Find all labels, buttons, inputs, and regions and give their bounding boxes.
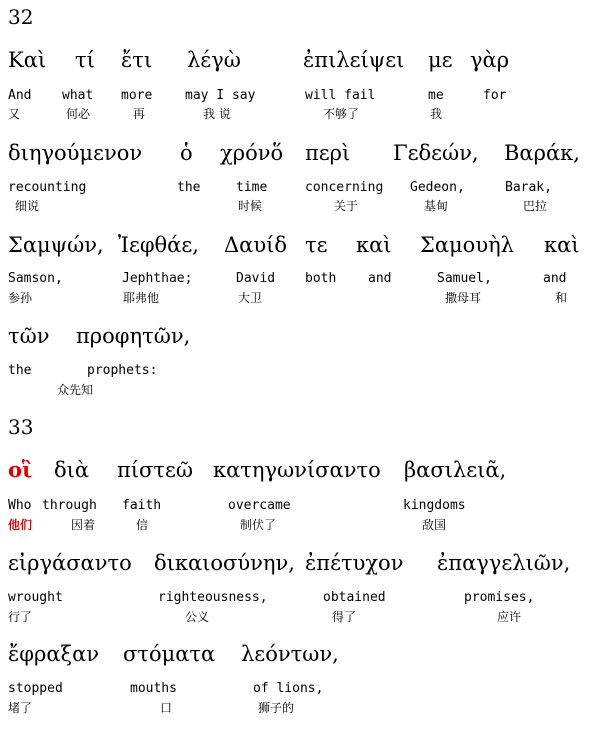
english-gloss: Jephthae; bbox=[122, 271, 193, 286]
verse-number: 32 bbox=[8, 5, 34, 29]
chinese-gloss: 公义 bbox=[185, 610, 210, 624]
greek-word: δικαιοσύνην, bbox=[154, 551, 295, 575]
chinese-gloss: 口 bbox=[160, 701, 173, 715]
chinese-gloss: 和 bbox=[555, 291, 568, 305]
greek-word: καὶ bbox=[356, 233, 392, 257]
english-gloss: concerning bbox=[305, 180, 384, 195]
english-gloss: kingdoms bbox=[403, 498, 466, 513]
chinese-gloss: 众先知 bbox=[57, 383, 94, 397]
english-gloss: David bbox=[236, 271, 276, 286]
english-gloss: for bbox=[483, 88, 507, 103]
chinese-gloss: 敌国 bbox=[422, 518, 447, 532]
english-gloss: what bbox=[62, 88, 94, 103]
greek-word: Βαράκ, bbox=[504, 141, 580, 165]
greek-word: διηγούμενον bbox=[8, 141, 143, 165]
chinese-gloss: 行了 bbox=[8, 610, 33, 624]
greek-word: Σαμψών, bbox=[8, 233, 104, 257]
english-gloss: righteousness, bbox=[158, 590, 268, 605]
chinese-gloss: 狮子的 bbox=[258, 701, 295, 715]
english-gloss: Gedeon, bbox=[410, 180, 465, 195]
greek-word: χρόνὅ bbox=[220, 141, 284, 165]
verse-number: 33 bbox=[8, 415, 34, 439]
english-gloss: through bbox=[42, 498, 97, 513]
greek-word: καὶ bbox=[544, 233, 580, 257]
english-gloss: overcame bbox=[228, 498, 291, 513]
greek-word: λέγὼ bbox=[187, 48, 241, 72]
greek-word: γὰρ bbox=[470, 48, 510, 72]
chinese-gloss-highlight: 他们 bbox=[8, 518, 33, 532]
greek-word: ἐπιλείψει bbox=[303, 48, 405, 72]
chinese-gloss: 我 bbox=[430, 107, 443, 121]
chinese-gloss: 不够了 bbox=[323, 107, 360, 121]
english-gloss: and bbox=[368, 271, 392, 286]
english-gloss: Barak, bbox=[505, 180, 552, 195]
chinese-gloss: 应许 bbox=[497, 610, 522, 624]
greek-word: ἔφραξαν bbox=[8, 642, 100, 666]
english-gloss: faith bbox=[122, 498, 162, 513]
english-gloss: Who bbox=[8, 498, 32, 513]
english-gloss: the bbox=[8, 363, 32, 378]
greek-word: εἰργάσαντο bbox=[8, 551, 132, 575]
greek-word: πίστεῶ bbox=[117, 458, 193, 482]
greek-word: λεόντων, bbox=[241, 642, 339, 666]
greek-word-highlight: οἳ bbox=[8, 457, 33, 482]
english-gloss: of lions, bbox=[253, 681, 324, 696]
english-gloss: more bbox=[121, 88, 153, 103]
greek-word: βασιλειᾶ, bbox=[404, 458, 507, 482]
english-gloss: time bbox=[236, 180, 268, 195]
chinese-gloss: 又 bbox=[8, 107, 21, 121]
english-gloss: will fail bbox=[305, 88, 376, 103]
chinese-gloss: 撒母耳 bbox=[445, 291, 482, 305]
english-gloss: me bbox=[428, 88, 444, 103]
greek-word: προφητῶν, bbox=[76, 324, 191, 348]
chinese-gloss: 基甸 bbox=[424, 199, 449, 213]
greek-word: τε bbox=[305, 233, 328, 257]
english-gloss: promises, bbox=[464, 590, 535, 605]
greek-word: κατηγωνίσαντο bbox=[213, 458, 381, 482]
chinese-gloss: 我 说 bbox=[203, 107, 231, 121]
greek-word: Δαυίδ bbox=[224, 233, 287, 257]
greek-word: διὰ bbox=[54, 458, 90, 482]
chinese-gloss: 耶弗他 bbox=[123, 291, 160, 305]
chinese-gloss: 再 bbox=[133, 107, 146, 121]
english-gloss: may I say bbox=[185, 88, 256, 103]
english-gloss: wrought bbox=[8, 590, 63, 605]
chinese-gloss: 得了 bbox=[332, 610, 357, 624]
chinese-gloss: 大卫 bbox=[238, 291, 263, 305]
english-gloss: recounting bbox=[8, 180, 87, 195]
chinese-gloss: 何必 bbox=[66, 107, 91, 121]
chinese-gloss: 因着 bbox=[71, 518, 96, 532]
english-gloss: mouths bbox=[130, 681, 177, 696]
english-gloss: Samson, bbox=[8, 271, 63, 286]
greek-word: με bbox=[428, 48, 453, 72]
english-gloss: both bbox=[305, 271, 337, 286]
chinese-gloss: 信 bbox=[136, 518, 149, 532]
english-gloss: Samuel, bbox=[437, 271, 492, 286]
english-gloss: obtained bbox=[323, 590, 386, 605]
english-gloss: And bbox=[8, 88, 32, 103]
english-gloss: and bbox=[543, 271, 567, 286]
greek-word: Σαμουὴλ bbox=[420, 233, 514, 257]
greek-word: τῶν bbox=[8, 324, 50, 348]
english-gloss: the bbox=[177, 180, 201, 195]
english-gloss: stopped bbox=[8, 681, 63, 696]
english-gloss: prophets: bbox=[87, 363, 158, 378]
greek-word: Ἰεφθάε, bbox=[118, 233, 199, 257]
greek-word: τί bbox=[75, 48, 95, 72]
greek-word: ὁ bbox=[180, 141, 193, 165]
greek-word: Γεδεών, bbox=[393, 141, 479, 165]
greek-word: ἐπαγγελιῶν, bbox=[437, 551, 571, 575]
chinese-gloss: 巴拉 bbox=[523, 199, 548, 213]
chinese-gloss: 制伏了 bbox=[240, 518, 277, 532]
chinese-gloss: 堵了 bbox=[8, 701, 33, 715]
greek-word: ἔτι bbox=[121, 48, 153, 72]
chinese-gloss: 细说 bbox=[15, 199, 40, 213]
greek-word: ἐπέτυχον bbox=[305, 551, 404, 575]
chinese-gloss: 关于 bbox=[334, 199, 359, 213]
greek-word: Καὶ bbox=[8, 48, 47, 72]
greek-word: περὶ bbox=[305, 141, 351, 165]
chinese-gloss: 时候 bbox=[238, 199, 263, 213]
chinese-gloss: 参孙 bbox=[8, 291, 33, 305]
greek-word: στόματα bbox=[123, 642, 216, 666]
